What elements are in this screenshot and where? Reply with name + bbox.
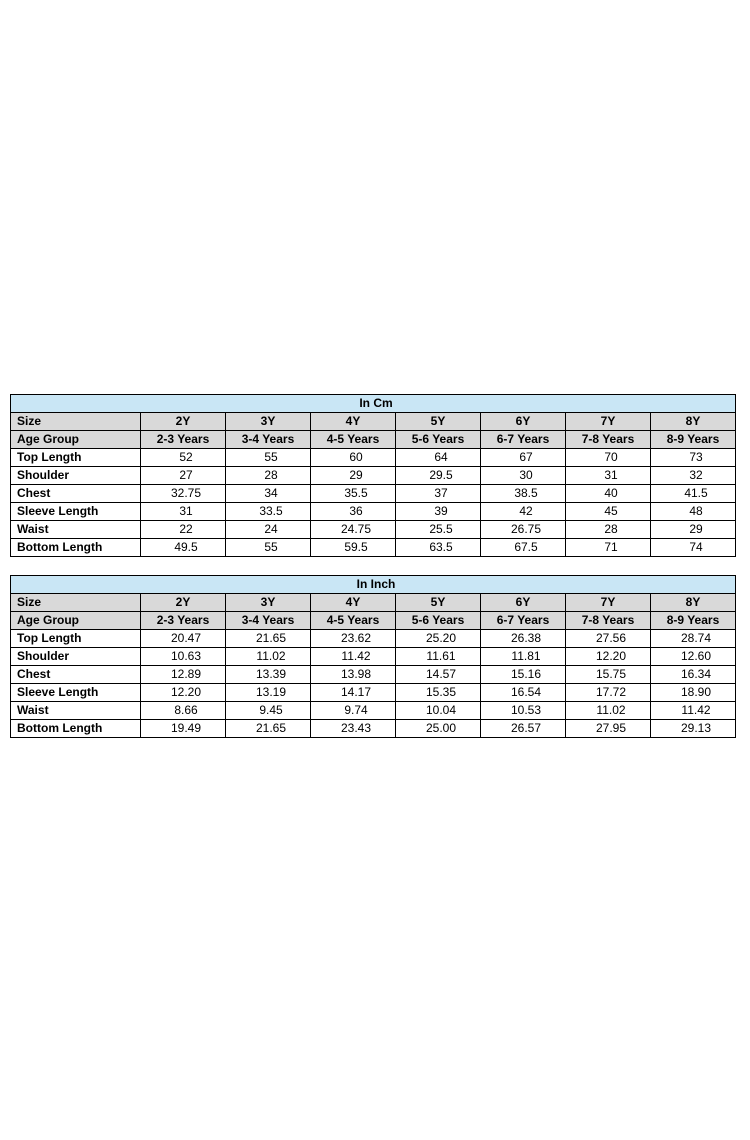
age-group-header-label: Age Group [11, 431, 141, 449]
table-cell: 29 [651, 521, 736, 539]
row-label: Top Length [11, 449, 141, 467]
table-cell: 11.42 [311, 648, 396, 666]
table-row [11, 539, 736, 557]
table-cell: 13.39 [226, 666, 311, 684]
row-label: Chest [11, 666, 141, 684]
size-header-cell: 3Y [226, 413, 311, 431]
age-group-cell: 3-4 Years [226, 431, 311, 449]
table-cell: 12.60 [651, 648, 736, 666]
size-chart-cm-table [10, 394, 736, 557]
table-cell: 32.75 [141, 485, 226, 503]
table-cell: 36 [311, 503, 396, 521]
size-header-cell: 6Y [481, 594, 566, 612]
size-header-cell: 2Y [141, 594, 226, 612]
table-cell: 16.34 [651, 666, 736, 684]
table-cell: 16.54 [481, 684, 566, 702]
row-label: Sleeve Length [11, 684, 141, 702]
row-label: Bottom Length [11, 720, 141, 738]
size-header-cell: 5Y [396, 594, 481, 612]
row-label: Bottom Length [11, 539, 141, 557]
age-group-cell: 8-9 Years [651, 431, 736, 449]
table-cell: 11.02 [566, 702, 651, 720]
table-cell: 20.47 [141, 630, 226, 648]
table-cell: 35.5 [311, 485, 396, 503]
table-cell: 55 [226, 539, 311, 557]
table-cell: 10.04 [396, 702, 481, 720]
table-row [11, 467, 736, 485]
table-cell: 25.00 [396, 720, 481, 738]
table-cell: 26.38 [481, 630, 566, 648]
table-cell: 8.66 [141, 702, 226, 720]
size-header-label: Size [11, 413, 141, 431]
table-cell: 70 [566, 449, 651, 467]
table-cell: 23.43 [311, 720, 396, 738]
size-chart-inch-table [10, 575, 736, 738]
table-cell: 25.20 [396, 630, 481, 648]
table-cell: 21.65 [226, 720, 311, 738]
table-cell: 25.5 [396, 521, 481, 539]
row-label: Waist [11, 702, 141, 720]
table-cell: 10.63 [141, 648, 226, 666]
table-cell: 13.98 [311, 666, 396, 684]
table-row [11, 503, 736, 521]
age-group-cell: 6-7 Years [481, 431, 566, 449]
table-cell: 28 [226, 467, 311, 485]
table-cell: 11.02 [226, 648, 311, 666]
table-cell: 26.75 [481, 521, 566, 539]
table-cell: 41.5 [651, 485, 736, 503]
table-caption: In Cm [11, 395, 736, 413]
table-cell: 27.56 [566, 630, 651, 648]
table-cell: 14.17 [311, 684, 396, 702]
size-header-cell: 3Y [226, 594, 311, 612]
size-header-cell: 7Y [566, 594, 651, 612]
row-label: Waist [11, 521, 141, 539]
table-cell: 24 [226, 521, 311, 539]
table-caption: In Inch [11, 576, 736, 594]
table-cell: 67 [481, 449, 566, 467]
table-cell: 15.16 [481, 666, 566, 684]
table-row [11, 648, 736, 666]
table-cell: 40 [566, 485, 651, 503]
age-group-header-row [11, 612, 736, 630]
age-group-cell: 5-6 Years [396, 431, 481, 449]
table-row [11, 485, 736, 503]
table-cell: 12.89 [141, 666, 226, 684]
table-cell: 32 [651, 467, 736, 485]
table-cell: 74 [651, 539, 736, 557]
table-cell: 9.45 [226, 702, 311, 720]
age-group-cell: 6-7 Years [481, 612, 566, 630]
table-cell: 55 [226, 449, 311, 467]
table-cell: 18.90 [651, 684, 736, 702]
table-cell: 14.57 [396, 666, 481, 684]
age-group-cell: 4-5 Years [311, 612, 396, 630]
table-cell: 38.5 [481, 485, 566, 503]
table-row [11, 666, 736, 684]
table-cell: 48 [651, 503, 736, 521]
size-header-cell: 7Y [566, 413, 651, 431]
table-cell: 37 [396, 485, 481, 503]
table-cell: 49.5 [141, 539, 226, 557]
table-cell: 73 [651, 449, 736, 467]
size-header-cell: 4Y [311, 594, 396, 612]
table-cell: 59.5 [311, 539, 396, 557]
table-cell: 15.35 [396, 684, 481, 702]
table-cell: 15.75 [566, 666, 651, 684]
table-row [11, 449, 736, 467]
table-caption-row [11, 395, 736, 413]
size-header-cell: 8Y [651, 413, 736, 431]
age-group-cell: 2-3 Years [141, 612, 226, 630]
table-cell: 17.72 [566, 684, 651, 702]
table-cell: 42 [481, 503, 566, 521]
table-row [11, 521, 736, 539]
table-cell: 11.81 [481, 648, 566, 666]
table-cell: 21.65 [226, 630, 311, 648]
row-label: Shoulder [11, 648, 141, 666]
table-cell: 22 [141, 521, 226, 539]
table-cell: 30 [481, 467, 566, 485]
table-cell: 19.49 [141, 720, 226, 738]
size-header-cell: 8Y [651, 594, 736, 612]
age-group-cell: 7-8 Years [566, 612, 651, 630]
table-cell: 71 [566, 539, 651, 557]
table-cell: 24.75 [311, 521, 396, 539]
table-cell: 64 [396, 449, 481, 467]
table-cell: 13.19 [226, 684, 311, 702]
age-group-header-label: Age Group [11, 612, 141, 630]
table-cell: 23.62 [311, 630, 396, 648]
table-row [11, 630, 736, 648]
size-header-row [11, 594, 736, 612]
table-cell: 12.20 [566, 648, 651, 666]
table-cell: 27 [141, 467, 226, 485]
row-label: Shoulder [11, 467, 141, 485]
size-header-cell: 4Y [311, 413, 396, 431]
age-group-cell: 5-6 Years [396, 612, 481, 630]
table-cell: 11.42 [651, 702, 736, 720]
size-header-cell: 6Y [481, 413, 566, 431]
size-header-row [11, 413, 736, 431]
age-group-cell: 4-5 Years [311, 431, 396, 449]
table-cell: 29.13 [651, 720, 736, 738]
age-group-cell: 3-4 Years [226, 612, 311, 630]
table-cell: 27.95 [566, 720, 651, 738]
table-cell: 9.74 [311, 702, 396, 720]
table-cell: 31 [566, 467, 651, 485]
row-label: Sleeve Length [11, 503, 141, 521]
age-group-header-row [11, 431, 736, 449]
size-header-cell: 2Y [141, 413, 226, 431]
table-cell: 67.5 [481, 539, 566, 557]
table-cell: 33.5 [226, 503, 311, 521]
table-cell: 11.61 [396, 648, 481, 666]
table-cell: 12.20 [141, 684, 226, 702]
table-row [11, 684, 736, 702]
size-header-cell: 5Y [396, 413, 481, 431]
table-cell: 39 [396, 503, 481, 521]
table-caption-row [11, 576, 736, 594]
table-cell: 29.5 [396, 467, 481, 485]
age-group-cell: 2-3 Years [141, 431, 226, 449]
table-cell: 31 [141, 503, 226, 521]
table-cell: 28.74 [651, 630, 736, 648]
table-cell: 26.57 [481, 720, 566, 738]
size-header-label: Size [11, 594, 141, 612]
age-group-cell: 7-8 Years [566, 431, 651, 449]
table-row [11, 720, 736, 738]
table-cell: 34 [226, 485, 311, 503]
table-cell: 60 [311, 449, 396, 467]
row-label: Top Length [11, 630, 141, 648]
table-cell: 10.53 [481, 702, 566, 720]
row-label: Chest [11, 485, 141, 503]
table-cell: 45 [566, 503, 651, 521]
table-cell: 52 [141, 449, 226, 467]
table-row [11, 702, 736, 720]
table-cell: 63.5 [396, 539, 481, 557]
table-cell: 29 [311, 467, 396, 485]
age-group-cell: 8-9 Years [651, 612, 736, 630]
table-cell: 28 [566, 521, 651, 539]
